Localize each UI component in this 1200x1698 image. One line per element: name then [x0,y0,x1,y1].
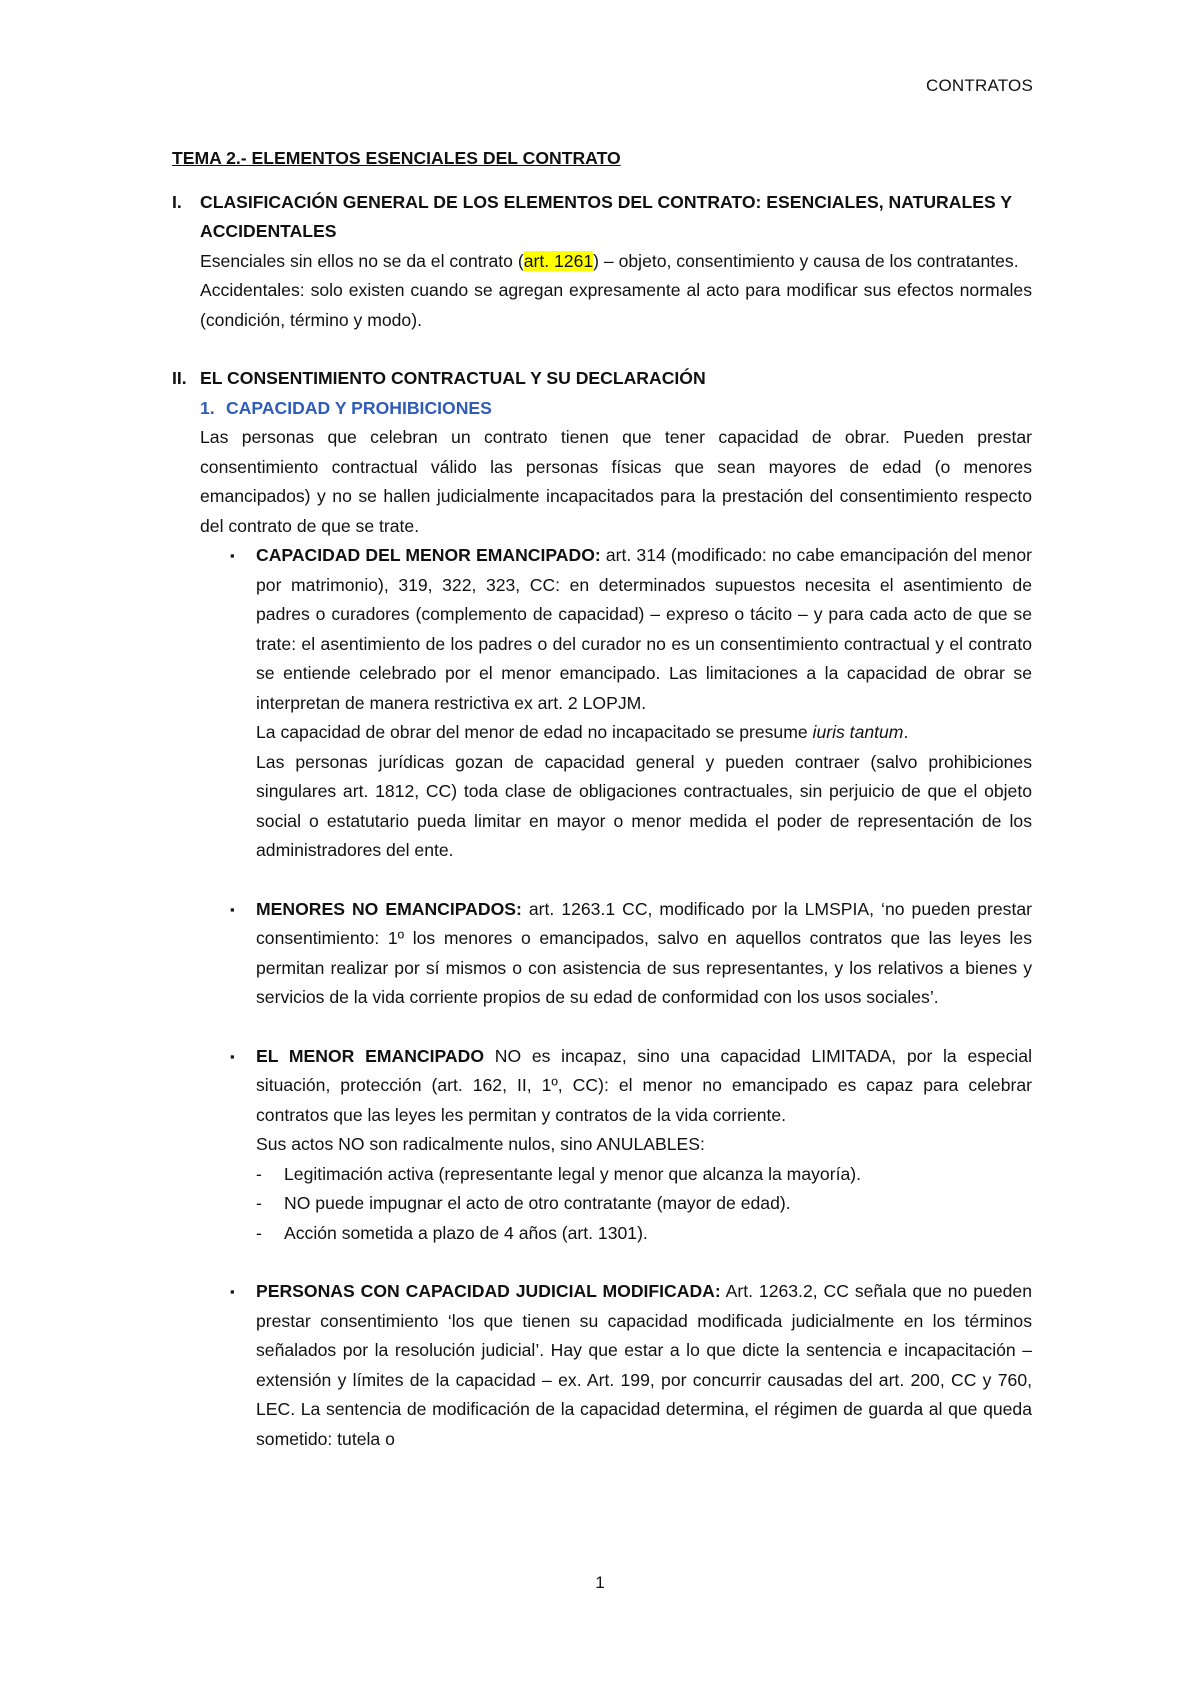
section-1-paragraph-2: Accidentales: solo existen cuando se agregan expresamente al acto para modificar sus efectos normales (condición, término y modo). [200,280,1032,330]
section-1-number: I. [172,191,182,212]
section-2 [172,364,1032,1454]
dash-item: - Acción sometida a plazo de 4 años (art. 1301). [256,1222,648,1243]
bullet-list [228,541,1032,1454]
dash-item: - NO puede impugnar el acto de otro contratante (mayor de edad). [256,1193,791,1213]
section-1-paragraph-1: Esenciales sin ellos no se da el contrato (art. 1261) – objeto, consentimiento y causa de los contratantes. [200,250,1019,271]
square-bullet-icon: ▪ [230,901,235,917]
bullet-item: ▪ PERSONAS CON CAPACIDAD JUDICIAL MODIFICADA: Art. 1263.2, CC señala que no pueden prestar consentimiento ‘los que tienen su capacidad modificada judicialmente en los términos señalados por la resolución judicial’. Hay que estar a lo que dicte la sentencia e incapacitación – extensión y límites de la capacidad – ex. Art. 199, por concurrir causadas del art. 200, CC y 760, LEC. La sentencia de modificación de la capacidad determina, el régimen de guarda al que queda sometido: tutela o [228,1277,1032,1454]
page-number: 1 [595,1573,605,1592]
section-1-title: CLASIFICACIÓN GENERAL DE LOS ELEMENTOS DEL CONTRATO: ESENCIALES, NATURALES Y ACCIDENTALES [200,191,1012,241]
bullet-item: ▪ CAPACIDAD DEL MENOR EMANCIPADO: art. 314 (modificado: no cabe emancipación del menor por matrimonio), 319, 322, 323, CC: en determinados supuestos necesita el asentimiento de padres o curadores (complemento de capacidad) – expreso o tácito – y para cada acto de que se trate: el asentimiento de los padres o del curador no es un consentimiento contractual y el contrato se entiende celebrado por el menor emancipado. Las limitaciones a la capacidad de obrar se interpretan de manera restrictiva ex art. 2 LOPJM. La capacidad de obrar del menor de edad no incapacitado se presume iuris tantum. Las personas jurídicas gozan de capacidad general y pueden contraer (salvo prohibiciones singulares art. 1812, CC) toda clase de obligaciones contractuales, sin perjuicio de que el objeto social o estatutario pueda limitar en mayor o menor medida el poder de representación de los administradores del ente. [228,541,1032,866]
document-body [172,144,1032,1454]
subsection-1-heading: 1. CAPACIDAD Y PROHIBICIONES [200,397,492,418]
square-bullet-icon: ▪ [230,548,235,563]
section-1 [172,188,1032,336]
dash-item: - Legitimación activa (representante legal y menor que alcanza la mayoría). [256,1163,861,1184]
bullet-item: ▪ EL MENOR EMANCIPADO NO es incapaz, sino una capacidad LIMITADA, por la especial situación, protección (art. 162, II, 1º, CC): el menor no emancipado es capaz para celebrar contratos que las leyes les permitan y contratos de la vida corriente. Sus actos NO son radicalmente nulos, sino ANULABLES: - Legitimación activa (representante legal y menor que alcanza la mayoría). - NO puede impugnar el acto de otro contratante (mayor de edad). - Acción sometida a plazo de 4 años (art. 1301). [228,1042,1032,1249]
section-2-title: EL CONSENTIMIENTO CONTRACTUAL Y SU DECLARACIÓN [200,368,706,388]
section-2-intro: Las personas que celebran un contrato tienen que tener capacidad de obrar. Pueden prestar consentimiento contractual válido las personas físicas que sean mayores de edad (o menores emancipados) y no se hallen judicialmente incapacitados para la prestación del consentimiento respecto del contrato de que se trate. [200,427,1032,536]
square-bullet-icon: ▪ [230,1048,235,1064]
running-header: CONTRATOS [926,76,1033,95]
bullet-item: ▪ MENORES NO EMANCIPADOS: art. 1263.1 CC, modificado por la LMSPIA, ‘no pueden prestar consentimiento: 1º los menores o emancipados, salvo en aquellos contratos que las leyes les permitan realizar por sí mismos o con asistencia de sus representantes, y los relativos a bienes y servicios de la vida corriente propios de su edad de conformidad con los usos sociales’. [228,895,1032,1013]
section-2-number: II. [172,368,187,388]
document-title: TEMA 2.- ELEMENTOS ESENCIALES DEL CONTRATO [172,148,621,168]
highlighted-article: art. 1261 [523,250,594,271]
square-bullet-icon: ▪ [230,1284,235,1299]
